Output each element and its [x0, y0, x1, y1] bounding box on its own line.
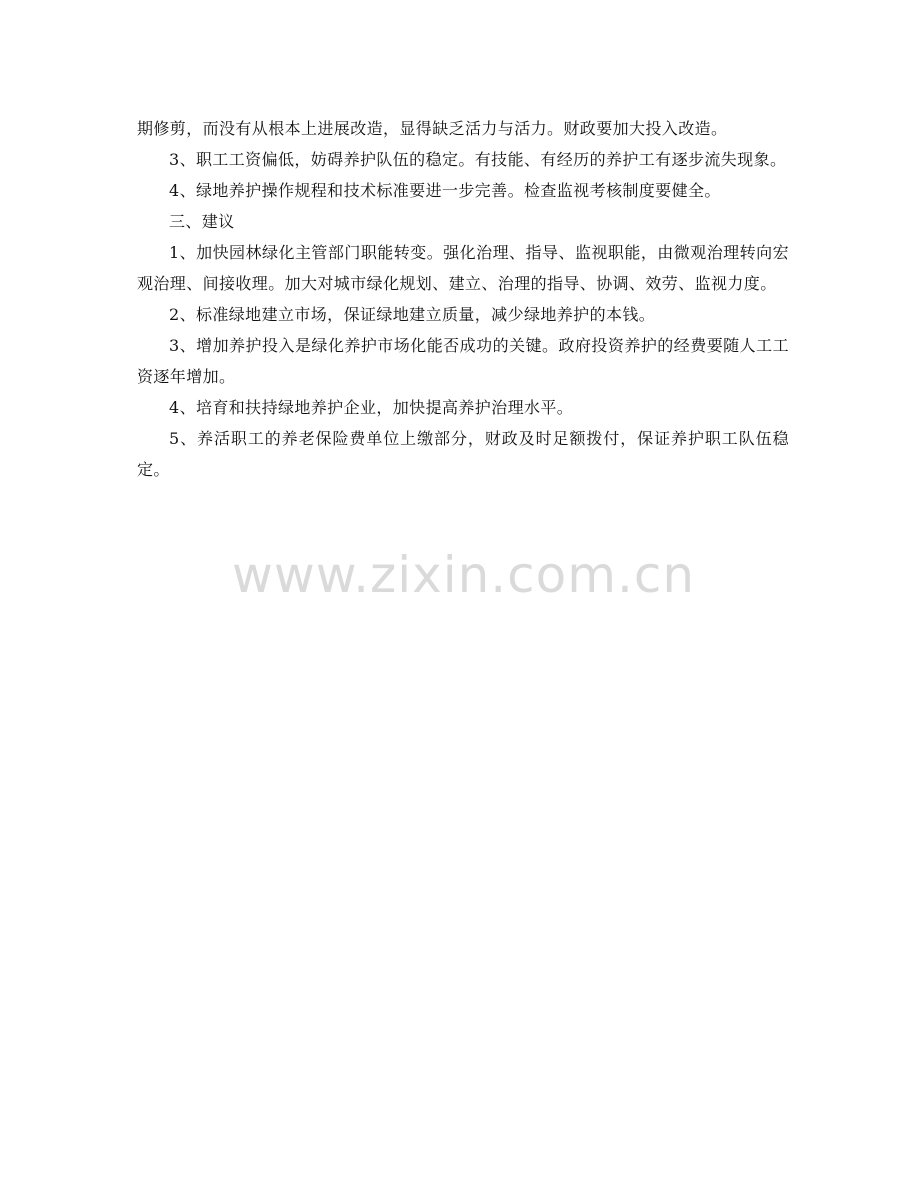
paragraph-suggestion-3: 3、增加养护投入是绿化养护市场化能否成功的关键。政府投资养护的经费要随人工工资逐年增加。 — [137, 336, 789, 386]
paragraph-suggestion-2: 2、标准绿地建立市场，保证绿地建立质量，减少绿地养护的本钱。 — [169, 305, 656, 324]
paragraph-item-4-standards: 4、绿地养护操作规程和技术标准要进一步完善。检查监视考核制度要健全。 — [169, 181, 721, 200]
watermark-text: www.zixin.com.cn — [232, 546, 696, 604]
paragraph-suggestion-4: 4、培育和扶持绿地养护企业，加快提高养护治理水平。 — [169, 398, 574, 417]
document-body — [137, 113, 789, 485]
paragraph-suggestion-1: 1、加快园林绿化主管部门职能转变。强化治理、指导、监视职能，由微观治理转向宏观治理、间接收理。加大对城市绿化规划、建立、治理的指导、协调、效劳、监视力度。 — [137, 243, 789, 293]
paragraph-item-3-wages: 3、职工工资偏低，妨碍养护队伍的稳定。有技能、有经历的养护工有逐步流失现象。 — [169, 150, 787, 169]
paragraph-continuation: 期修剪，而没有从根本上进展改造，显得缺乏活力与活力。财政要加大投入改造。 — [137, 119, 728, 138]
section-heading-suggestions: 三、建议 — [169, 212, 235, 231]
paragraph-suggestion-5: 5、养活职工的养老保险费单位上缴部分，财政及时足额拨付，保证养护职工队伍稳定。 — [137, 429, 789, 479]
